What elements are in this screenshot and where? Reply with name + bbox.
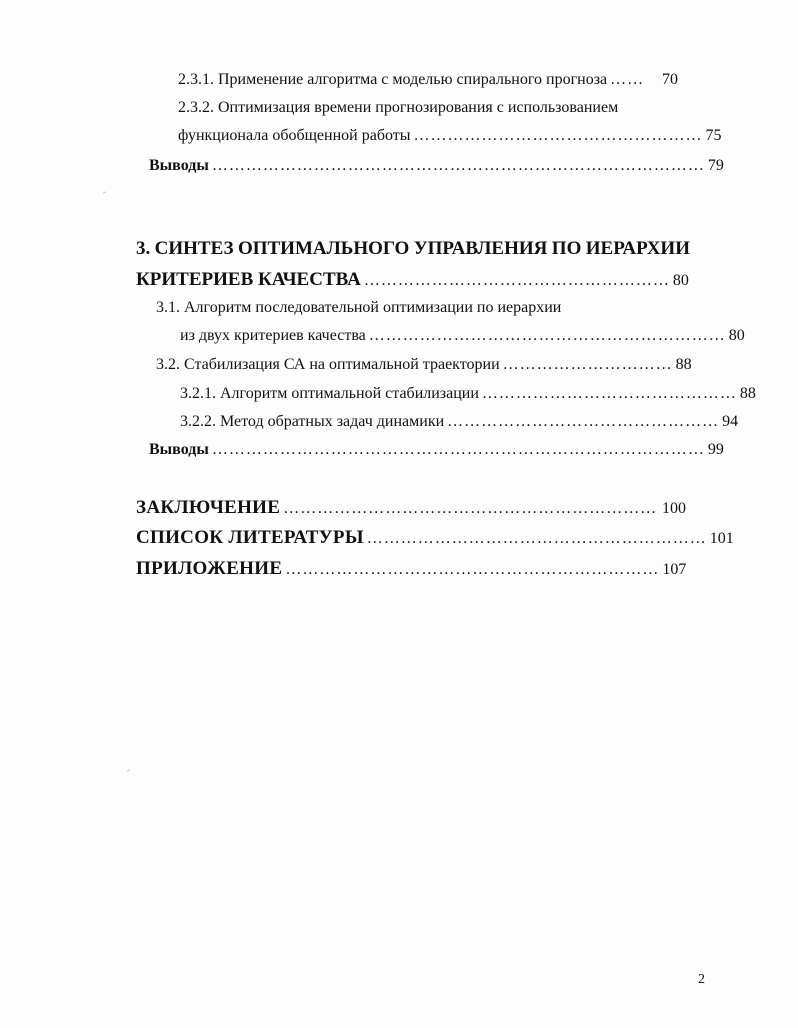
toc-leader-dots: ……: [610, 71, 645, 88]
toc-leader-dots: …………………………………………………………: [283, 500, 658, 517]
toc-entry-label: Выводы: [149, 441, 209, 458]
toc-entry-label: КРИТЕРИЕВ КАЧЕСТВА: [136, 269, 361, 290]
heading-word: СИНТЕЗ: [154, 238, 234, 259]
toc-leader-dots: ………………………………………………: [363, 272, 670, 289]
toc-leader-dots: …………………………: [502, 356, 673, 373]
heading-word: ОПТИМАЛЬНОГО: [237, 238, 410, 259]
toc-entry-3-1[interactable]: 3.1. Алгоритм последовательной оптимизации по иерархии: [156, 299, 562, 316]
toc-entry-label: Выводы: [149, 157, 209, 174]
heading-word: ИЕРАРХИИ: [585, 238, 690, 259]
scan-speck: [127, 769, 130, 771]
toc-page-number: 88: [675, 356, 692, 373]
toc-leader-dots: ……………………………………………………………………………: [211, 441, 705, 458]
toc-entry-2-3-2-cont[interactable]: [178, 127, 722, 145]
toc-page-number: 80: [672, 272, 689, 289]
toc-entry-conclusions-3[interactable]: [149, 441, 724, 459]
toc-leader-dots: ………………………………………: [481, 385, 737, 402]
toc-entry-label: 3.2.2. Метод обратных задач динамики: [180, 413, 445, 430]
toc-entry-conclusion[interactable]: [136, 497, 686, 519]
toc-entry-2-3-1[interactable]: [178, 71, 678, 89]
toc-leader-dots: ……………………………………………………: [366, 530, 707, 547]
toc-page-number: 101: [709, 530, 734, 547]
heading-word: 3.: [136, 238, 151, 259]
toc-entry-3-2-2[interactable]: [180, 413, 739, 431]
toc-entry-3-1-cont[interactable]: [180, 327, 745, 345]
toc-entry-label: 2.3.1. Применение алгоритма с моделью спирального прогноза: [178, 71, 608, 88]
heading-word: УПРАВЛЕНИЯ: [413, 238, 548, 259]
chapter-3-heading[interactable]: [136, 238, 690, 260]
toc-entry-label: 3.2. Стабилизация СА на оптимальной траектории: [156, 356, 500, 373]
toc-entry-label: функционала обобщенной работы: [178, 127, 411, 144]
toc-entry-label: 3.2.1. Алгоритм оптимальной стабилизации: [180, 385, 479, 402]
toc-page-number: 79: [707, 157, 724, 174]
toc-leader-dots: ……………………………………………: [413, 127, 703, 144]
page-number: 2: [698, 972, 705, 987]
toc-leader-dots: ………………………………………………………: [368, 327, 726, 344]
toc-page-number: 80: [728, 327, 745, 344]
toc-page-number: 107: [662, 561, 687, 578]
toc-page-number: 88: [739, 385, 756, 402]
toc-entry-2-3-2[interactable]: 2.3.2. Оптимизация времени прогнозирования с использованием: [178, 99, 619, 116]
toc-page-number: 99: [707, 441, 724, 458]
toc-leader-dots: …………………………………………: [447, 413, 720, 430]
toc-entry-3-2[interactable]: [156, 356, 692, 374]
toc-entry-label: СПИСОК ЛИТЕРАТУРЫ: [136, 527, 364, 548]
toc-leader-dots: …………………………………………………………: [285, 561, 660, 578]
toc-entry-references[interactable]: [136, 527, 734, 549]
toc-page-number: 75: [705, 127, 722, 144]
toc-entry-conclusions-2[interactable]: [149, 157, 724, 175]
toc-page-number: 70: [662, 71, 678, 88]
chapter-3-heading-cont[interactable]: [136, 269, 689, 291]
toc-entry-label: ЗАКЛЮЧЕНИЕ: [136, 497, 281, 518]
toc-leader-dots: ……………………………………………………………………………: [211, 157, 705, 174]
toc-entry-label: из двух критериев качества: [180, 327, 366, 344]
toc-entry-label: ПРИЛОЖЕНИЕ: [136, 558, 283, 579]
toc-entry-appendix[interactable]: [136, 558, 687, 580]
toc-entry-3-2-1[interactable]: [180, 385, 756, 403]
toc-page-number: 94: [722, 413, 739, 430]
scan-speck: [103, 191, 106, 193]
heading-word: ПО: [551, 238, 582, 259]
toc-page-number: 100: [662, 500, 686, 517]
